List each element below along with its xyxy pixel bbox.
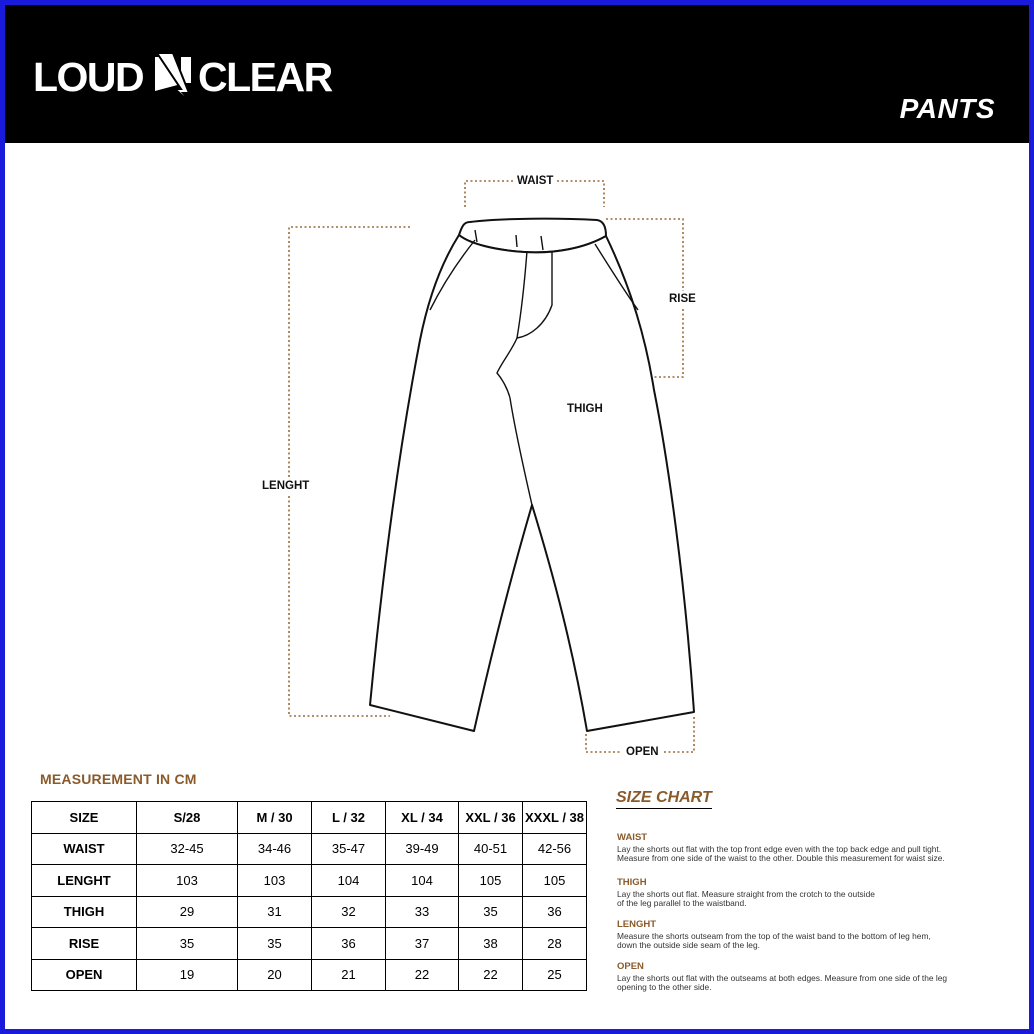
table-cell: 39-49 xyxy=(386,833,459,865)
table-row-header: THIGH xyxy=(32,896,137,928)
table-row xyxy=(32,928,587,960)
size-table xyxy=(31,801,587,991)
table-row xyxy=(32,896,587,928)
brand-logo-right: CLEAR xyxy=(198,54,332,100)
table-cell: 38 xyxy=(459,928,523,960)
table-cell: 21 xyxy=(312,959,386,991)
table-cell: 42-56 xyxy=(523,833,587,865)
table-header-cell: L / 32 xyxy=(312,802,386,834)
guide-thigh xyxy=(617,877,997,908)
guide-length xyxy=(617,919,997,950)
table-cell: 29 xyxy=(137,896,238,928)
table-cell: 28 xyxy=(523,928,587,960)
guide-text: of the leg parallel to the waistband. xyxy=(617,898,747,908)
table-cell: 103 xyxy=(137,865,238,897)
waist-label: WAIST xyxy=(517,175,554,187)
table-cell: 33 xyxy=(386,896,459,928)
brand-logo-left: LOUD xyxy=(33,54,144,100)
table-cell: 25 xyxy=(523,959,587,991)
table-cell: 37 xyxy=(386,928,459,960)
table-cell: 22 xyxy=(386,959,459,991)
guide-text: Lay the shorts out flat. Measure straight from the crotch to the outside xyxy=(617,889,875,899)
table-row-header: LENGHT xyxy=(32,865,137,897)
table-header-cell: XL / 34 xyxy=(386,802,459,834)
table-cell: 20 xyxy=(238,959,312,991)
thigh-label: THIGH xyxy=(567,403,603,415)
size-chart-title: SIZE CHART xyxy=(616,789,712,806)
table-cell: 34-46 xyxy=(238,833,312,865)
table-row-header: OPEN xyxy=(32,959,137,991)
table-cell: 40-51 xyxy=(459,833,523,865)
table-header-cell: M / 30 xyxy=(238,802,312,834)
guide-text: Lay the shorts out flat with the outseams at both edges. Measure from one side of the leg xyxy=(617,973,948,983)
rise-label: RISE xyxy=(669,293,696,305)
table-row xyxy=(32,959,587,991)
guide-title: OPEN xyxy=(617,961,644,972)
table-header-cell: XXL / 36 xyxy=(459,802,523,834)
page-title: PANTS xyxy=(899,93,995,124)
table-row xyxy=(32,865,587,897)
table-cell: 36 xyxy=(523,896,587,928)
table-cell: 31 xyxy=(238,896,312,928)
table-cell: 105 xyxy=(523,865,587,897)
table-cell: 104 xyxy=(312,865,386,897)
table-cell: 22 xyxy=(459,959,523,991)
measurement-title: MEASUREMENT IN CM xyxy=(40,771,197,787)
guide-title: THIGH xyxy=(617,877,647,888)
table-cell: 32-45 xyxy=(137,833,238,865)
table-header-row xyxy=(32,802,587,834)
guide-text: Lay the shorts out flat with the top front edge even with the top back edge and pull tight. xyxy=(617,844,942,854)
guide-text: Measure from one side of the waist to the other. Double this measurement for waist size. xyxy=(617,853,945,863)
table-cell: 35 xyxy=(459,896,523,928)
table-header-cell: S/28 xyxy=(137,802,238,834)
table-cell: 19 xyxy=(137,959,238,991)
table-cell: 105 xyxy=(459,865,523,897)
pants-outline xyxy=(370,219,694,731)
guide-open xyxy=(617,961,997,992)
table-row xyxy=(32,833,587,865)
table-cell: 36 xyxy=(312,928,386,960)
guide-title: WAIST xyxy=(617,832,648,843)
table-row-header: WAIST xyxy=(32,833,137,865)
size-chart-divider xyxy=(616,808,712,809)
table-cell: 35-47 xyxy=(312,833,386,865)
table-header-cell: XXXL / 38 xyxy=(523,802,587,834)
guide-text: opening to the other side. xyxy=(617,982,712,992)
length-label: LENGHT xyxy=(262,480,310,492)
open-label: OPEN xyxy=(626,746,659,758)
table-row-header: RISE xyxy=(32,928,137,960)
table-cell: 32 xyxy=(312,896,386,928)
table-cell: 35 xyxy=(238,928,312,960)
table-cell: 35 xyxy=(137,928,238,960)
guide-text: down the outside side seam of the leg. xyxy=(617,940,760,950)
table-header-cell: SIZE xyxy=(32,802,137,834)
guide-waist xyxy=(617,832,997,863)
table-cell: 103 xyxy=(238,865,312,897)
table-cell: 104 xyxy=(386,865,459,897)
guide-text: Measure the shorts outseam from the top of the waist band to the bottom of leg hem, xyxy=(617,931,931,941)
guide-title: LENGHT xyxy=(617,919,657,930)
